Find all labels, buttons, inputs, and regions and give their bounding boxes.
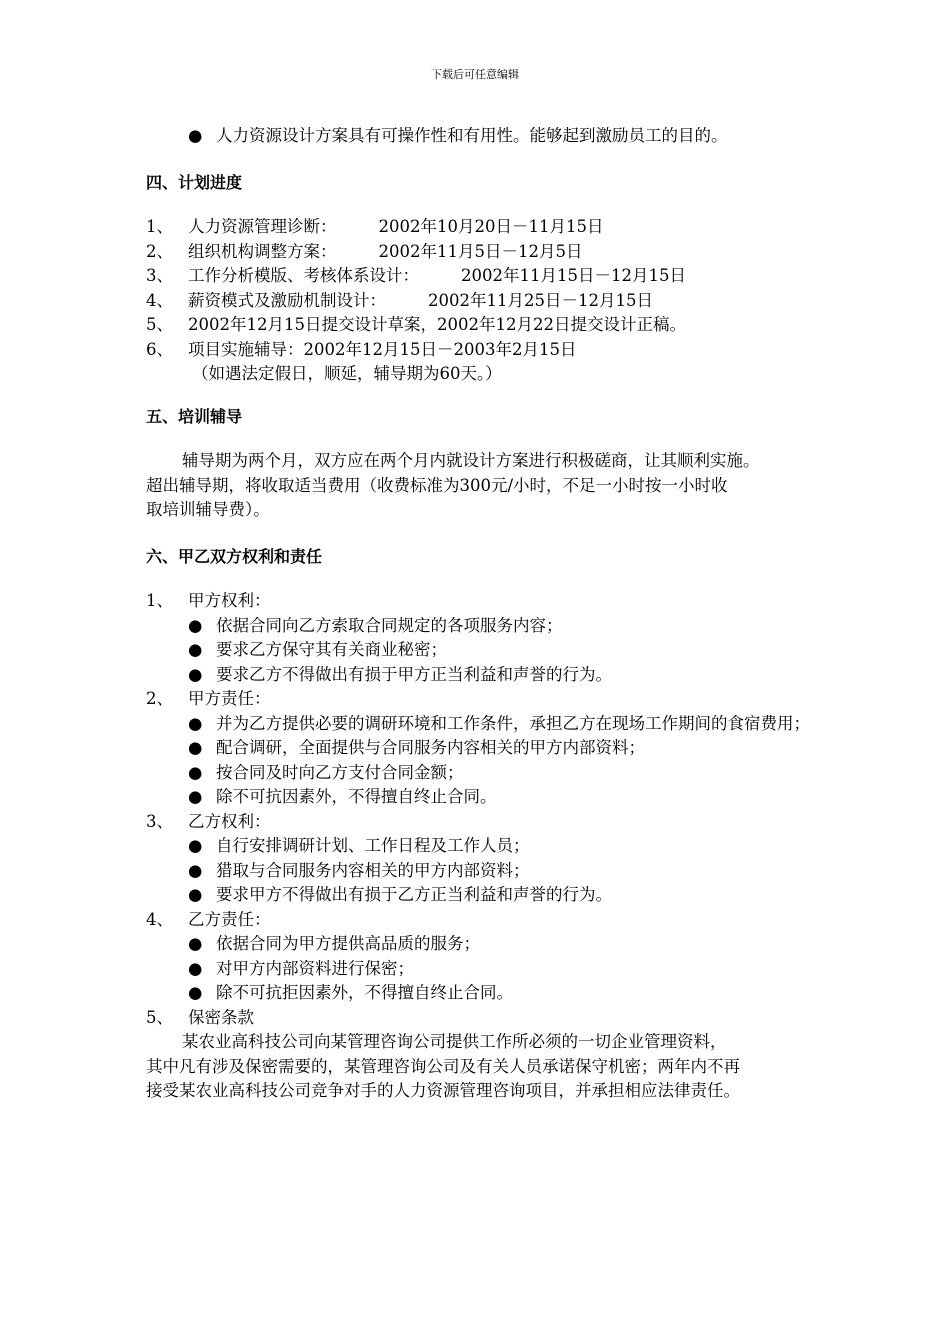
list-item: ● 除不可抗拒因素外，不得擅自终止合同。 [146, 981, 846, 1006]
section-heading: 六、甲乙双方权利和责任 [146, 546, 323, 566]
list-item: 4、 乙方责任： [146, 909, 271, 929]
page-header: 下载后可任意编辑 [431, 68, 519, 81]
list-item: 2、 组织机构调整方案： 2002年11月5日－12月5日 [146, 241, 583, 261]
list-item: ● 依据合同为甲方提供高品质的服务； [146, 932, 846, 957]
bullet-icon: ● [188, 738, 203, 757]
list-item: ● 要求乙方保守其有关商业秘密； [146, 638, 846, 663]
list-item: ● 依据合同向乙方索取合同规定的各项服务内容； [146, 614, 846, 639]
bullet-icon: ● [188, 958, 203, 978]
paragraph-line: 取培训辅导费）。 [146, 500, 270, 519]
bullet-icon: ● [188, 787, 203, 806]
list-item: 1、 甲方权利： [146, 591, 271, 610]
bullet-icon: ● [188, 640, 203, 659]
paragraph-line: 辅导期为两个月，双方应在两个月内就设计方案进行积极磋商，让其顺利实施。 [182, 451, 760, 470]
list-item: ● 并为乙方提供必要的调研环境和工作条件，承担乙方在现场工作期间的食宿费用； [146, 712, 830, 737]
list-item: 3、 工作分析模版、考核体系设计： 2002年11月15日－12月15日 [146, 266, 686, 285]
list-item: ● 对甲方内部资料进行保密； [146, 957, 846, 982]
bullet-icon: ● [188, 885, 203, 904]
list-item: ● 自行安排调研计划、工作日程及工作人员； [146, 834, 846, 859]
paragraph-line: 其中凡有涉及保密需要的，某管理咨询公司及有关人员承诺保守机密；两年内不再 [146, 1056, 740, 1076]
bullet-icon: ● [188, 860, 203, 880]
list-item: 6、 项目实施辅导：2002年12月15日－2003年2月15日 [146, 339, 577, 359]
list-item: ● 要求甲方不得做出有损于乙方正当利益和声誉的行为。 [146, 883, 846, 908]
list-item: 5、 2002年12月15日提交设计草案，2002年12月22日提交设计正稿。 [146, 315, 686, 334]
list-item: ● 按合同及时向乙方支付合同金额； [146, 761, 846, 786]
list-item: ● 配合调研，全面提供与合同服务内容相关的甲方内部资料； [146, 736, 846, 761]
bullet-text: 人力资源设计方案具有可操作性和有用性。能够起到激励员工的目的。 [216, 126, 728, 145]
bullet-icon: ● [188, 934, 203, 953]
bullet-icon: ● [188, 615, 203, 635]
section-heading: 五、培训辅导 [146, 406, 243, 426]
paragraph-line: 某农业高科技公司向某管理咨询公司提供工作所必须的一切企业管理资料， [182, 1032, 727, 1051]
bullet-icon: ● [188, 762, 203, 782]
section-heading: 四、计划进度 [146, 172, 243, 192]
list-item [146, 124, 846, 149]
list-item: 1、 人力资源管理诊断： 2002年10月20日－11月15日 [146, 217, 604, 236]
list-item: ● 除不可抗因素外，不得擅自终止合同。 [146, 785, 846, 810]
bullet-icon: ● [188, 983, 203, 1002]
bullet-icon: ● [188, 664, 203, 684]
list-item: 5、 保密条款 [146, 1007, 254, 1027]
bullet-icon: ● [188, 126, 203, 145]
list-item: 3、 乙方权利： [146, 811, 271, 831]
paragraph-line: 超出辅导期，将收取适当费用（收费标准为300元/小时，不足一小时按一小时收 [146, 475, 728, 495]
schedule-note: （如遇法定假日，顺延，辅导期为60天。） [192, 364, 502, 383]
list-item: 2、 甲方责任： [146, 689, 271, 708]
document-body [146, 124, 846, 1104]
paragraph-line: 接受某农业高科技公司竞争对手的人力资源管理咨询项目，并承担相应法律责任。 [146, 1081, 740, 1100]
list-item: ● 要求乙方不得做出有损于甲方正当利益和声誉的行为。 [146, 663, 846, 688]
list-item: 4、 薪资模式及激励机制设计： 2002年11月25日－12月15日 [146, 290, 653, 310]
bullet-icon: ● [188, 836, 203, 855]
bullet-icon: ● [188, 713, 203, 733]
list-item: ● 猎取与合同服务内容相关的甲方内部资料； [146, 859, 846, 884]
